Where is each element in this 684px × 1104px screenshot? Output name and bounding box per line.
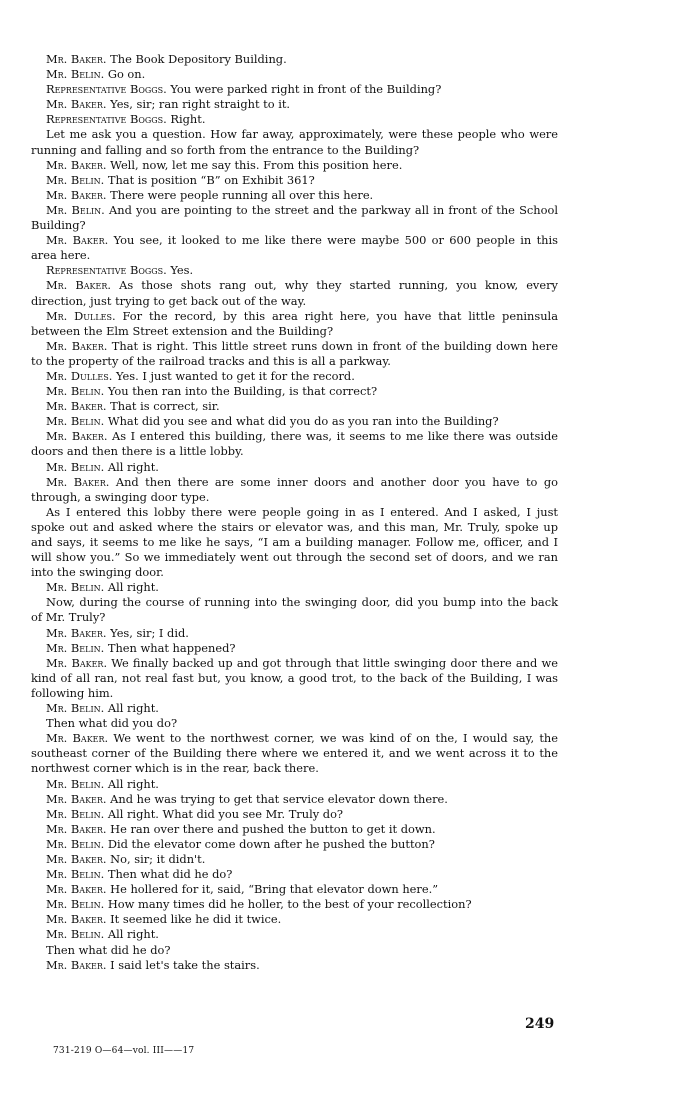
transcript-paragraph xyxy=(31,97,558,112)
speech-text: We went to the northwest corner, we was kind of on the, I would say, the southeast corner of the Building there where we entered it, and we went across it to the northwest corner which is in the rear, back there. xyxy=(31,731,558,776)
transcript-paragraph xyxy=(31,399,558,414)
speaker-label: Mr. Baker. xyxy=(46,957,107,972)
transcript-paragraph xyxy=(31,626,558,641)
speaker-label: Mr. Baker. xyxy=(46,731,109,746)
speech-text: There were people running all over this here. xyxy=(106,187,374,202)
transcript-paragraph xyxy=(31,792,558,807)
speech-text: I said let's take the stairs. xyxy=(106,957,260,972)
transcript-paragraph xyxy=(31,309,558,339)
speech-text: We finally backed up and got through that little swinging door there and we kind of all ran, not real fast but, you know, a good trot, to the back of the Building, I was following him. xyxy=(31,655,558,700)
speech-text: That is position “B” on Exhibit 361? xyxy=(104,172,315,187)
speech-text: All right. xyxy=(104,701,159,716)
speech-text: Go on. xyxy=(104,67,146,82)
speaker-label: Mr. Baker. xyxy=(46,474,110,489)
print-footer: 731-219 O—64—vol. III——17 xyxy=(53,1046,195,1056)
speaker-label: Representative Boggs. xyxy=(46,112,167,127)
speech-text: Let me ask you a question. How far away, approximately, were these people who were running and falling and so forth from the entrance to the Building? xyxy=(31,127,558,157)
speech-text: Yes, sir; ran right straight to it. xyxy=(106,97,291,112)
transcript-page xyxy=(31,52,558,973)
speech-text: And he was trying to get that service elevator down there. xyxy=(106,791,448,806)
transcript-paragraph xyxy=(31,777,558,792)
transcript-paragraph xyxy=(31,897,558,912)
transcript-paragraph xyxy=(31,67,558,82)
speech-text: You were parked right in front of the Building? xyxy=(166,82,442,97)
speaker-label: Mr. Baker. xyxy=(46,791,107,806)
speech-text: You see, it looked to me like there were maybe 500 or 600 people in this area here. xyxy=(31,233,558,263)
speaker-label: Mr. Belin. xyxy=(46,836,105,851)
transcript-paragraph xyxy=(31,822,558,837)
transcript-paragraph xyxy=(31,958,558,973)
speaker-label: Mr. Belin. xyxy=(46,867,105,882)
transcript-paragraph xyxy=(31,641,558,656)
speech-text: Right. xyxy=(166,112,206,127)
transcript-paragraph xyxy=(31,912,558,927)
speech-text: Then what did he do? xyxy=(46,942,171,957)
speaker-label: Mr. Belin. xyxy=(46,67,105,82)
speaker-label: Mr. Baker. xyxy=(46,912,107,927)
speech-text: Well, now, let me say this. From this position here. xyxy=(106,157,403,172)
speaker-label: Mr. Baker. xyxy=(46,429,108,444)
transcript-paragraph xyxy=(31,203,558,233)
transcript-paragraph xyxy=(31,716,558,731)
speech-text: As I entered this lobby there were people going in as I entered. And I asked, I just spoke out and asked where the stairs or elevator was, and this man, Mr. Truly, spoke up and says, it seems to me like he says, “I am a building manager. Follow me, officer, and I will show you.” So we immediately went out through the second set of doors, and we ran into the swinging door. xyxy=(31,504,558,580)
speaker-label: Mr. Dulles. xyxy=(46,308,116,323)
speech-text: All right. xyxy=(104,459,159,474)
speech-text: Then what did you do? xyxy=(46,716,178,731)
transcript-paragraph xyxy=(31,807,558,822)
speaker-label: Representative Boggs. xyxy=(46,263,167,278)
speech-text: For the record, by this area right here, you have that little peninsula between the Elm Street extension and the Building? xyxy=(31,308,558,338)
transcript-body xyxy=(31,52,558,973)
speaker-label: Mr. Baker. xyxy=(46,851,107,866)
transcript-paragraph xyxy=(31,82,558,97)
transcript-paragraph xyxy=(31,475,558,505)
transcript-paragraph xyxy=(31,927,558,942)
transcript-paragraph xyxy=(31,460,558,475)
speaker-label: Mr. Belin. xyxy=(46,640,105,655)
speech-text: That is correct, sir. xyxy=(106,399,220,414)
speech-text: Did the elevator come down after he pushed the button? xyxy=(104,836,435,851)
transcript-paragraph xyxy=(31,278,558,308)
speaker-label: Mr. Belin. xyxy=(46,580,105,595)
transcript-paragraph xyxy=(31,127,558,157)
speech-text: And then there are some inner doors and another door you have to go through, a swinging door type. xyxy=(31,474,558,504)
speaker-label: Mr. Baker. xyxy=(46,278,112,293)
speaker-label: Mr. Dulles. xyxy=(46,368,113,383)
transcript-paragraph xyxy=(31,943,558,958)
speech-text: Then what happened? xyxy=(104,640,236,655)
speech-text: How many times did he holler, to the best of your recollection? xyxy=(104,897,472,912)
speaker-label: Mr. Belin. xyxy=(46,776,105,791)
transcript-paragraph xyxy=(31,852,558,867)
speech-text: Yes. I just wanted to get it for the record. xyxy=(112,368,355,383)
speech-text: Yes, sir; I did. xyxy=(106,625,189,640)
speaker-label: Mr. Belin. xyxy=(46,172,105,187)
speech-text: He hollered for it, said, “Bring that elevator down here.” xyxy=(106,882,439,897)
speech-text: The Book Depository Building. xyxy=(106,52,287,66)
speech-text: All right. What did you see Mr. Truly do? xyxy=(104,806,344,821)
speech-text: Then what did he do? xyxy=(104,867,233,882)
transcript-paragraph xyxy=(31,414,558,429)
transcript-paragraph xyxy=(31,263,558,278)
speech-text: As I entered this building, there was, it seems to me like there was outside doors and then there is a little lobby. xyxy=(31,429,558,459)
speaker-label: Mr. Baker. xyxy=(46,338,108,353)
transcript-paragraph xyxy=(31,52,558,67)
speech-text: As those shots rang out, why they started running, you know, every direction, just trying to get back out of the way. xyxy=(31,278,558,308)
speaker-label: Mr. Belin. xyxy=(46,927,105,942)
speech-text: All right. xyxy=(104,776,159,791)
speech-text: Yes. xyxy=(166,263,194,278)
speaker-label: Mr. Belin. xyxy=(46,459,105,474)
speech-text: No, sir; it didn't. xyxy=(106,851,206,866)
speaker-label: Representative Boggs. xyxy=(46,82,167,97)
transcript-paragraph xyxy=(31,701,558,716)
speaker-label: Mr. Belin. xyxy=(46,384,105,399)
speaker-label: Mr. Belin. xyxy=(46,701,105,716)
speech-text: And you are pointing to the street and the parkway all in front of the School Building? xyxy=(31,202,558,233)
speech-text: He ran over there and pushed the button to get it down. xyxy=(106,821,436,836)
transcript-paragraph xyxy=(31,867,558,882)
transcript-paragraph xyxy=(31,158,558,173)
speaker-label: Mr. Baker. xyxy=(46,233,109,248)
speech-text: What did you see and what did you do as you ran into the Building? xyxy=(104,414,499,429)
transcript-paragraph xyxy=(31,369,558,384)
transcript-paragraph xyxy=(31,173,558,188)
transcript-paragraph xyxy=(31,188,558,203)
speaker-label: Mr. Baker. xyxy=(46,821,107,836)
speaker-label: Mr. Baker. xyxy=(46,187,107,202)
speaker-label: Mr. Belin. xyxy=(46,202,105,217)
speech-text: Now, during the course of running into the swinging door, did you bump into the back of Mr. Truly? xyxy=(31,595,558,625)
speaker-label: Mr. Belin. xyxy=(46,897,105,912)
speaker-label: Mr. Belin. xyxy=(46,806,105,821)
transcript-paragraph xyxy=(31,339,558,369)
speaker-label: Mr. Baker. xyxy=(46,52,107,66)
speaker-label: Mr. Baker. xyxy=(46,882,107,897)
speaker-label: Mr. Baker. xyxy=(46,97,107,112)
transcript-paragraph xyxy=(31,580,558,595)
speaker-label: Mr. Belin. xyxy=(46,414,105,429)
speaker-label: Mr. Baker. xyxy=(46,625,107,640)
transcript-paragraph xyxy=(31,112,558,127)
transcript-paragraph xyxy=(31,429,558,459)
transcript-paragraph xyxy=(31,384,558,399)
speech-text: That is right. This little street runs down in front of the building down here to the property of the railroad tracks and this is all a parkway. xyxy=(31,338,558,368)
speech-text: You then ran into the Building, is that correct? xyxy=(104,384,378,399)
speaker-label: Mr. Baker. xyxy=(46,399,107,414)
transcript-paragraph xyxy=(31,882,558,897)
speech-text: It seemed like he did it twice. xyxy=(106,912,282,927)
transcript-paragraph xyxy=(31,837,558,852)
speech-text: All right. xyxy=(104,927,159,942)
speaker-label: Mr. Baker. xyxy=(46,157,107,172)
transcript-paragraph xyxy=(31,505,558,580)
transcript-paragraph xyxy=(31,233,558,263)
speaker-label: Mr. Baker. xyxy=(46,655,108,670)
transcript-paragraph xyxy=(31,731,558,776)
transcript-paragraph xyxy=(31,595,558,625)
transcript-paragraph xyxy=(31,656,558,701)
page-number: 249 xyxy=(525,1016,555,1032)
speech-text: All right. xyxy=(104,580,159,595)
